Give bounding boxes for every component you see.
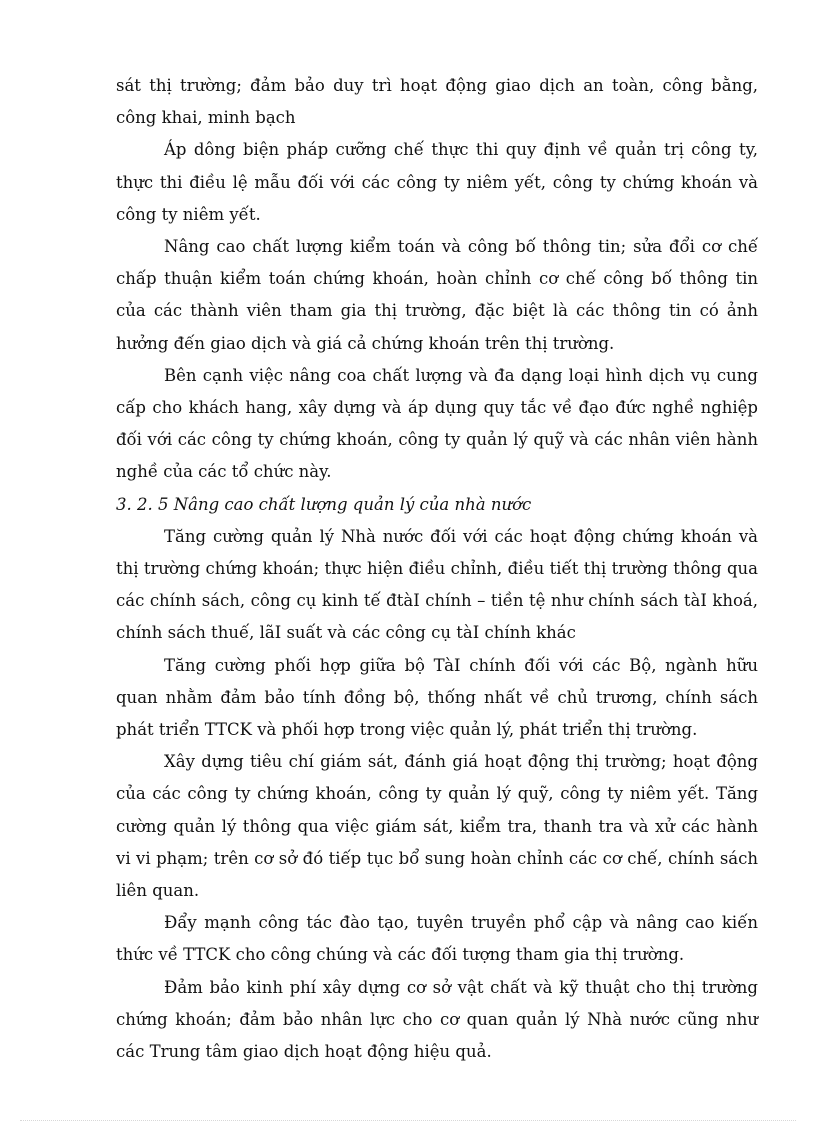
paragraph: Tăng cường phối hợp giữa bộ TàI chính đối với các Bộ, ngành hữu quan nhằm đảm bảo tính đồng bộ, thống nhất về chủ trương, chính sách phát triển TTCK và phối hợp trong việc quản lý, phát triển thị trường. bbox=[116, 655, 758, 740]
paragraph: Đẩy mạnh công tác đào tạo, tuyên truyền phổ cập và nâng cao kiến thức về TTCK cho công chúng và các đối tượng tham gia thị trường. bbox=[116, 913, 758, 965]
section-heading: 3. 2. 5 Nâng cao chất lượng quản lý của nhà nước bbox=[116, 494, 532, 514]
paragraph: Đảm bảo kinh phí xây dựng cơ sở vật chất và kỹ thuật cho thị trường chứng khoán; đảm bảo nhân lực cho cơ quan quản lý Nhà nước cũng như các Trung tâm giao dịch hoạt động hiệu quả. bbox=[116, 977, 758, 1062]
paragraph-continued: sát thị trường; đảm bảo duy trì hoạt động giao dịch an toàn, công bằng, công khai, minh bạch bbox=[116, 76, 758, 128]
paragraph: Xây dựng tiêu chí giám sát, đánh giá hoạt động thị trường; hoạt động của các công ty chứng khoán, công ty quản lý quỹ, công ty niêm yết. Tăng cường quản lý thông qua việc giám sát, kiểm tra, thanh tra và xử các hành vi vi phạm; trên cơ sở đó tiếp tục bổ sung hoàn chỉnh các cơ chế, chính sách liên quan. bbox=[116, 752, 758, 901]
paragraph: Tăng cường quản lý Nhà nước đối với các hoạt động chứng khoán và thị trường chứng khoán; thực hiện điều chỉnh, điều tiết thị trường thông qua các chính sách, công cụ kinh tế đtàI chính – tiền tệ như chính sách tàI khoá, chính sách thuế, lãI suất và các công cụ tàI chính khác bbox=[116, 526, 758, 643]
page-bottom-divider bbox=[20, 1120, 796, 1121]
paragraph: Nâng cao chất lượng kiểm toán và công bố thông tin; sửa đổi cơ chế chấp thuận kiểm toán chứng khoán, hoàn chỉnh cơ chế công bố thông tin của các thành viên tham gia thị trường, đặc biệt là các thông tin có ảnh hưởng đến giao dịch và giá cả chứng khoán trên thị trường. bbox=[116, 237, 758, 353]
document-body bbox=[116, 70, 758, 1068]
paragraph: Áp dông biện pháp cưỡng chế thực thi quy định về quản trị công ty, thực thi điều lệ mẫu đối với các công ty niêm yết, công ty chứng khoán và công ty niêm yết. bbox=[116, 140, 758, 224]
paragraph: Bên cạnh việc nâng coa chất lượng và đa dạng loại hình dịch vụ cung cấp cho khách hang, xây dựng và áp dụng quy tắc về đạo đức nghề nghiệp đối với các công ty chứng khoán, công ty quản lý quỹ và các nhân viên hành nghề của các tổ chức này. bbox=[116, 365, 758, 482]
